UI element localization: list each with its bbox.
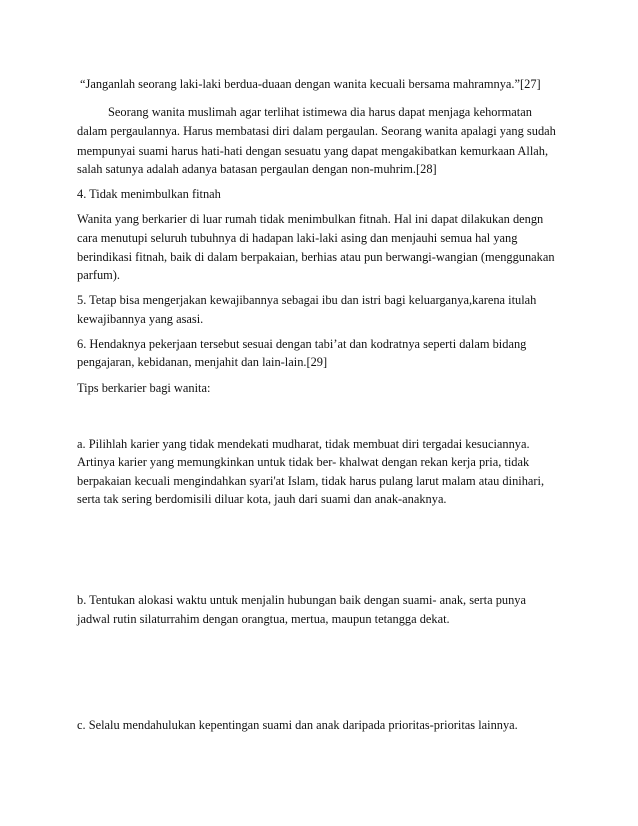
tip-item: c. Selalu mendahulukan kepentingan suami dan anak daripada prioritas-prioritas lainnya.	[77, 718, 518, 732]
tip-item-continuation: jadwal rutin silaturrahim dengan orangtua, mertua, maupun tetangga dekat.	[77, 612, 450, 626]
paragraph-line: Wanita yang berkarier di luar rumah tidak menimbulkan fitnah. Hal ini dapat dilakukan dengn	[77, 212, 544, 226]
section-heading: Tips berkarier bagi wanita:	[77, 381, 211, 395]
tip-item: b. Tentukan alokasi waktu untuk menjalin hubungan baik dengan suami- anak, serta punya	[77, 593, 526, 607]
paragraph-line: cara menutupi seluruh tubuhnya di hadapan laki-laki asing dan menjauhi semua hal yang	[77, 231, 518, 245]
paragraph-line: parfum).	[77, 268, 121, 282]
tip-item-continuation: serta tak sering berdomisili diluar kota, jauh dari suami dan anak-anaknya.	[77, 492, 447, 506]
paragraph-line: Seorang wanita muslimah agar terlihat istimewa dia harus dapat menjaga kehormatan	[108, 105, 532, 119]
paragraph-line: berindikasi fitnah, baik di dalam berpakaian, berhias atau pun berwangi-wangian (menggunakan	[77, 250, 555, 264]
list-item: 6. Hendaknya pekerjaan tersebut sesuai dengan tabi’at dan kodratnya seperti dalam bidang	[77, 337, 527, 351]
paragraph-line: dalam pergaulannya. Harus membatasi diri dalam pergaulan. Seorang wanita apalagi yang sudah	[77, 124, 556, 138]
tip-item-continuation: Artinya karier yang memungkinkan untuk tidak ber- khalwat dengan rekan kerja pria, tidak	[77, 455, 530, 469]
list-item-heading: 4. Tidak menimbulkan fitnah	[77, 187, 221, 201]
tip-item-continuation: berpakaian kecuali mengindahkan syari'at Islam, tidak harus pulang larut malam atau dinihari,	[77, 474, 545, 488]
tip-item: a. Pilihlah karier yang tidak mendekati mudharat, tidak membuat diri tergadai kesuciannya.	[77, 437, 530, 451]
list-item: 5. Tetap bisa mengerjakan kewajibannya sebagai ibu dan istri bagi keluarganya,karena itulah	[77, 293, 537, 307]
paragraph-line: salah satunya adalah adanya batasan pergaulan dengan non-muhrim.[28]	[77, 162, 437, 176]
paragraph-line: mempunyai suami harus hati-hati dengan sesuatu yang dapat mengakibatkan kemurkaan Allah,	[77, 144, 549, 158]
list-item-continuation: kewajibannya yang asasi.	[77, 312, 204, 326]
quote-line: “Janganlah seorang laki-laki berdua-duaan dengan wanita kecuali bersama mahramnya.”[27]	[80, 77, 541, 91]
list-item-continuation: pengajaran, kebidanan, menjahit dan lain-lain.[29]	[77, 355, 328, 369]
